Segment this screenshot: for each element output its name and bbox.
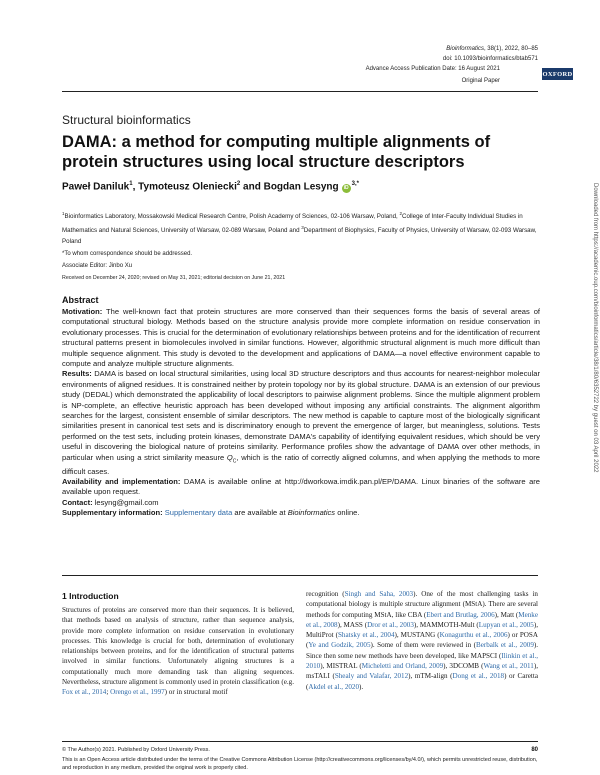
body-text: ), Matt ( — [494, 610, 519, 619]
body-text: ), MAMMOTH-Mult ( — [413, 620, 479, 629]
q-symbol: Q — [226, 452, 233, 462]
citation-link[interactable]: Ilinkin et al., 2010 — [306, 651, 538, 671]
corresponding-author-mark: * — [356, 181, 359, 187]
body-text: ), MUSTANG ( — [394, 631, 440, 640]
contact-label: Contact: — [62, 497, 93, 507]
affiliation-marker: 3, — [351, 181, 357, 187]
advance-access-date: Advance Access Publication Date: 16 August 2021 — [365, 66, 500, 72]
body-text: ), mTM-align ( — [408, 672, 453, 681]
availability-text: DAMA is available online at http://dworkowa.imdik.pan.pl/EP/DAMA. Linux binaries of the software are available upon request. — [62, 477, 540, 497]
body-text: ), 3DCOMB ( — [443, 662, 484, 671]
q-subscript: C — [232, 458, 237, 465]
body-text: ), MASS ( — [337, 620, 368, 629]
journal-citation — [446, 45, 538, 55]
associate-editor: Associate Editor: Jinbo Xu — [62, 263, 133, 269]
body-text: ) or POSA ( — [306, 631, 538, 650]
affiliation-number: 2 — [399, 211, 402, 216]
header-divider — [62, 91, 538, 92]
introduction-heading: 1 Introduction — [62, 591, 119, 601]
citation-link[interactable]: Berbalk et al., 2009 — [475, 641, 534, 650]
body-text: ). Some of them were reviewed in ( — [370, 641, 476, 650]
citation-link[interactable]: Dong et al., 2018 — [452, 672, 505, 681]
download-note: Downloaded from https://academic.oup.com/bioinformatics/article/38/1/80/6352722 by guest on 03 April 2022 — [592, 183, 598, 473]
copyright-notice: © The Author(s) 2021. Published by Oxford University Press. — [62, 747, 210, 753]
citation-link[interactable]: Shatsky et al., 2004 — [337, 631, 395, 640]
journal-volume: , 38(1), 2022, 80–85 — [483, 46, 538, 52]
doi[interactable]: doi: 10.1093/bioinformatics/btab571 — [442, 56, 538, 62]
paper-type: Original Paper — [461, 78, 500, 84]
citation-link[interactable]: Dror et al., 2003 — [367, 620, 414, 629]
footer-divider — [62, 741, 538, 742]
citation-link[interactable]: Singh and Saha, 2003 — [344, 590, 414, 598]
citation-link[interactable]: Micheletti and Orland, 2009 — [361, 662, 444, 671]
citation-link[interactable]: Akdel et al., 2020 — [308, 682, 360, 691]
citation-link[interactable]: Lupyan et al., 2005 — [478, 620, 534, 629]
abstract-supplementary — [62, 508, 540, 518]
citation-link[interactable]: Menke et al., 2008 — [306, 610, 538, 629]
body-text: ). — [359, 682, 364, 691]
abstract-body — [62, 307, 540, 519]
author-name: Paweł Daniluk — [62, 181, 130, 193]
motivation-label: Motivation: — [62, 307, 103, 316]
affiliation-text: Department of Biophysics, Faculty of Physics, University of Warsaw, 02-093 Warsaw, Poland — [62, 227, 537, 246]
body-text: ; — [106, 688, 111, 697]
body-text: ), MISTRAL ( — [320, 662, 362, 671]
abstract-divider — [62, 575, 538, 576]
intro-paragraph — [306, 589, 538, 692]
results-text-end: , which is the ratio of correctly aligned columns, and when applying the methods to more difficult cases. — [62, 452, 541, 476]
affiliation-marker: 1 — [129, 181, 133, 187]
citation-link[interactable]: Wang et al., 2011 — [483, 662, 534, 671]
results-text: DAMA is based on local structural similarities, using local 3D structure descriptors and thus accounts for nearest-neighbor molecular environments of aligned residues. It is constrained neither by protein topology nor by its global structure. DAMA is an extension of our previous study (DEDAL) which demonstrated the applicability of local descriptors to pairwise alignment problems. Since the multiple alignment problem is NP-complete, an effective heuristic approach has been developed without imposing any artificial constraints. The alignment algorithm searches for the largest, consistent ensemble of similar descriptors. The new method is capable to capture most of the biologically significant similarities present in canonical test sets and is discriminatory enough to prevent the emergence of larger, but meaningless, solutions. Tests performed on the test sets, including protein kinases, demonstrate DAMA's capability of identifying equivalent residues, which should be very useful in discovering the biological nature of proteins similarity. Performance profiles show the advantage of DAMA over other methods, in particular when using a strict similarity measure — [62, 369, 540, 462]
affiliation-text: College of Inter-Faculty Individual Studies in Mathematics and Natural Sciences, University of Warsaw, 02-089 Warsaw, Poland and — [62, 213, 523, 235]
supplementary-text-end: online. — [335, 508, 360, 518]
body-text: recognition ( — [306, 590, 345, 598]
author-separator: and — [240, 181, 264, 193]
abstract-heading: Abstract — [62, 295, 99, 305]
body-text: ). One of the most challenging tasks in computational biology is multiple structure alignment (MStA). There are several methods for computing MStA, like CBA ( — [306, 590, 538, 619]
intro-column-right — [306, 589, 538, 692]
abstract-results — [62, 369, 540, 477]
page-number: 80 — [531, 747, 538, 753]
citation-link[interactable]: Konagurthu et al., 2006 — [439, 631, 508, 640]
author-name: Tymoteusz Oleniecki — [138, 181, 237, 193]
download-sidebar — [590, 183, 598, 653]
affiliation-number: 3 — [301, 225, 304, 231]
citation-link[interactable]: Shealy and Valafar, 2012 — [334, 672, 409, 681]
abstract-availability — [62, 477, 540, 498]
results-label: Results: — [62, 369, 92, 379]
section-label: Structural bioinformatics — [62, 113, 191, 127]
body-text: ) or in structural motif — [164, 688, 228, 697]
citation-link[interactable]: Ebert and Brutlag, 2006 — [426, 610, 495, 619]
supplementary-journal: Bioinformatics — [287, 508, 336, 518]
correspondence-note: *To whom correspondence should be addressed. — [62, 251, 193, 257]
contact-email[interactable]: lesyng@gmail.com — [92, 497, 159, 507]
abstract-motivation — [62, 307, 540, 369]
citation-link[interactable]: Ye and Godzik, 2005 — [308, 641, 371, 650]
supplementary-text: are available at — [232, 508, 288, 518]
orcid-icon[interactable]: iD — [343, 185, 349, 192]
affiliation-text: Bioinformatics Laboratory, Mossakowski Medical Research Centre, Polish Academy of Sciences, 02-106 Warsaw, Poland, — [64, 213, 400, 221]
body-text: ) or Caretta ( — [306, 672, 538, 691]
citation-link[interactable]: Orengo et al., 1997 — [110, 688, 165, 697]
affiliation-marker: 2 — [236, 181, 241, 187]
abstract-contact — [62, 498, 540, 508]
license-notice: This is an Open Access article distributed under the terms of the Creative Commons Attribution License (http://creativecommons.org/licenses/by/4.0/), which permits unrestricted reuse, distribution, and reproduction in any medium, provided the original work is properly cited. — [62, 757, 538, 771]
oxford-logo: OXFORD — [542, 68, 573, 80]
received-dates: Received on December 24, 2020; revised on May 31, 2021; editorial decision on June 21, 2021 — [62, 275, 286, 281]
affiliations — [62, 208, 542, 247]
supplementary-label: Supplementary information: — [62, 508, 163, 518]
affiliation-number: 1 — [62, 211, 65, 216]
body-text: ), msTALI ( — [306, 662, 538, 681]
author-list — [62, 181, 359, 193]
body-text: ). Since then some new methods have been developed, like MAPSCI ( — [306, 641, 539, 660]
supplementary-data-link[interactable]: Supplementary data — [164, 508, 233, 518]
intro-paragraph — [62, 605, 294, 698]
intro-column-left — [62, 605, 294, 698]
citation-link[interactable]: Fox et al., 2014 — [62, 688, 107, 697]
article-title: DAMA: a method for computing multiple alignments of protein structures using local structure descriptors — [62, 133, 491, 171]
body-text: ), MultiProt ( — [306, 620, 538, 640]
availability-label: Availability and implementation: — [62, 477, 181, 486]
author-name: Bogdan Lesyng — [263, 181, 339, 193]
author-separator: , — [132, 181, 139, 193]
journal-name: Bioinformatics — [446, 46, 484, 52]
motivation-text: The well-known fact that protein structures are more conserved than their sequences forms the basis of several areas of computational structural biology. Methods based on the structure analysis provide more complete information on residue conservation in evolutionary processes. This is crucial for the determination of evolutionary relationships between proteins and for the identification of recurrent structural patterns present in biomolecules involved in similar functions. However, algorithmic structural alignment is much more difficult than multiple sequence alignment. This study is devoted to the development and applications of DAMA—a novel effective environment capable to compute and analyze multiple structure alignments. — [62, 307, 540, 369]
body-text: Structures of proteins are conserved more than their sequences. It is believed, that methods based on analysis of structure, rather than sequence analysis, provide more complete information on residue conservation in evolutionary processes. This knowledge is crucial for both, determination of evolutionary relationships between proteins, and for the identification of structural patterns involved in similar functions. Unfortunately aligning structures is a computationally much more demanding task than aligning sequences. Nevertheless, structure alignment is commonly used in protein classification (e.g. — [62, 606, 294, 687]
